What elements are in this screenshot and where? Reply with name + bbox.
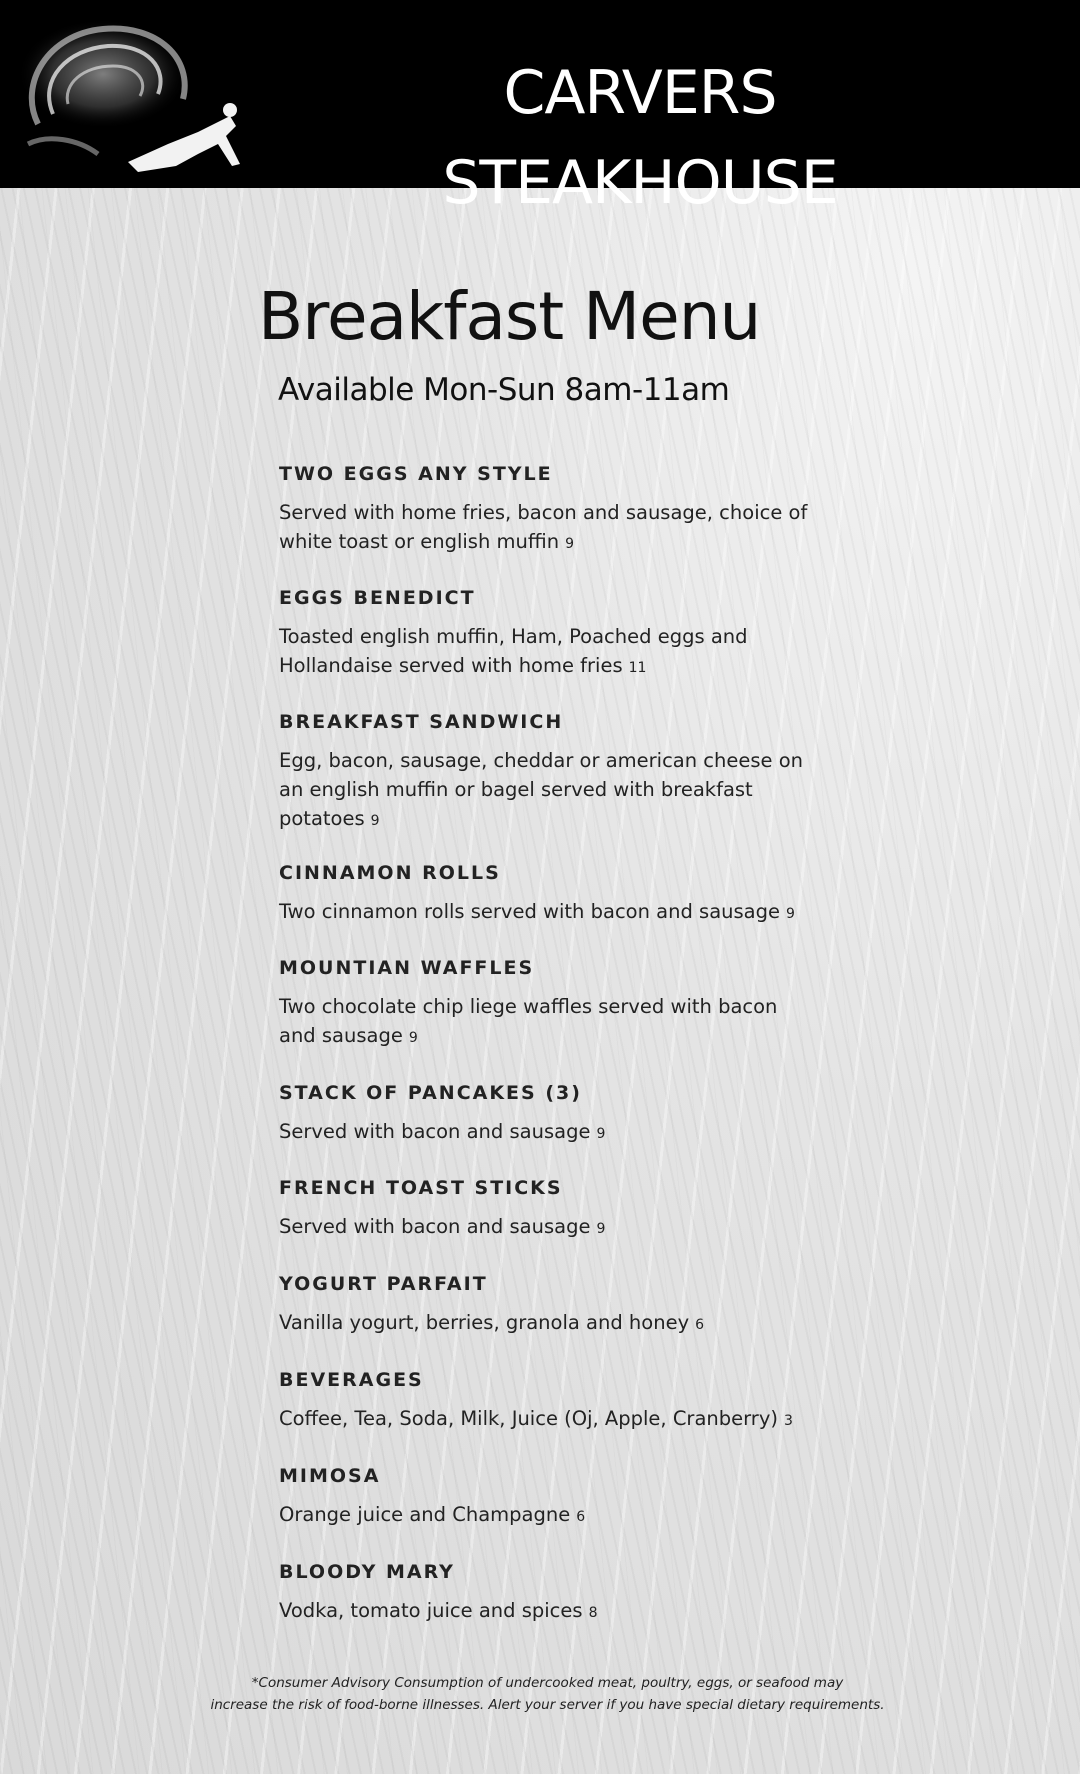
disclaimer-line: increase the risk of food-borne illnesses. Alert your server if you have special dietary requirements. xyxy=(210,1697,885,1713)
description-text: Orange juice and Champagne xyxy=(279,1503,571,1526)
menu-item xyxy=(279,1556,819,1652)
menu-item xyxy=(279,952,819,1077)
menu-item-name: STACK OF PANCAKES (3) xyxy=(279,1082,582,1104)
menu-item-price: 9 xyxy=(596,1221,606,1237)
menu-item-name: CINNAMON ROLLS xyxy=(279,862,501,884)
menu-item xyxy=(279,458,819,582)
menu-item-description xyxy=(279,992,819,1053)
description-text: Egg, bacon, sausage, cheddar or american cheese on an english muffin or bagel served with breakfast potatoes xyxy=(279,749,804,830)
description-text: Served with bacon and sausage xyxy=(279,1215,591,1238)
menu-item-description xyxy=(279,746,819,836)
menu-item xyxy=(279,1364,819,1460)
menu-item-price: 3 xyxy=(783,1413,793,1429)
consumer-advisory xyxy=(180,1672,915,1716)
menu-item-price: 9 xyxy=(596,1126,606,1142)
menu-item-name: MOUNTIAN WAFFLES xyxy=(279,957,535,979)
disclaimer-line: *Consumer Advisory Consumption of undercooked meat, poultry, eggs, or seafood may xyxy=(251,1675,844,1691)
menu-item xyxy=(279,857,819,952)
header-banner xyxy=(0,0,1080,218)
menu-item-description xyxy=(279,1500,819,1532)
menu-item-description xyxy=(279,897,819,929)
menu-item-price: 8 xyxy=(588,1605,598,1621)
restaurant-name: CARVERS STEAKHOUSE xyxy=(442,58,838,218)
menu-item-price: 9 xyxy=(565,536,575,552)
menu-item-price: 6 xyxy=(576,1509,586,1525)
menu-item-name: TWO EGGS ANY STYLE xyxy=(279,463,553,485)
menu-item xyxy=(279,1077,819,1172)
menu-item-price: 11 xyxy=(628,660,647,676)
menu-item-name: MIMOSA xyxy=(279,1465,381,1487)
description-text: Vanilla yogurt, berries, granola and honey xyxy=(279,1311,690,1334)
description-text: Two cinnamon rolls served with bacon and sausage xyxy=(279,900,780,923)
menu-item-description xyxy=(279,1596,819,1628)
menu-item xyxy=(279,1172,819,1268)
menu-item-price: 6 xyxy=(695,1317,705,1333)
menu-item-name: BEVERAGES xyxy=(279,1369,424,1391)
menu-item-name: EGGS BENEDICT xyxy=(279,587,476,609)
availability-hours: Available Mon-Sun 8am-11am xyxy=(278,372,730,408)
menu-item xyxy=(279,1268,819,1364)
menu-item-name: BLOODY MARY xyxy=(279,1561,455,1583)
menu-items-list xyxy=(279,458,819,1652)
description-text: Coffee, Tea, Soda, Milk, Juice (Oj, Apple, Cranberry) xyxy=(279,1407,778,1430)
menu-item-name: YOGURT PARFAIT xyxy=(279,1273,488,1295)
menu-item xyxy=(279,582,819,706)
smoke-figure-logo-icon xyxy=(8,4,258,186)
description-text: Toasted english muffin, Ham, Poached eggs and Hollandaise served with home fries xyxy=(279,625,748,677)
menu-item-name: FRENCH TOAST STICKS xyxy=(279,1177,563,1199)
menu-item-description xyxy=(279,1404,819,1436)
menu-item-description xyxy=(279,1117,819,1149)
menu-item-description xyxy=(279,1212,819,1244)
page-title: Breakfast Menu xyxy=(258,278,761,355)
menu-item xyxy=(279,1460,819,1556)
menu-item xyxy=(279,706,819,857)
menu-item-price: 9 xyxy=(408,1030,418,1046)
menu-item-description xyxy=(279,1308,819,1340)
description-text: Served with bacon and sausage xyxy=(279,1120,591,1143)
menu-item-price: 9 xyxy=(786,906,795,922)
description-text: Two chocolate chip liege waffles served with bacon and sausage xyxy=(279,995,778,1047)
description-text: Served with home fries, bacon and sausage, choice of white toast or english muffin xyxy=(279,501,808,553)
menu-item-name: BREAKFAST SANDWICH xyxy=(279,711,564,733)
description-text: Vodka, tomato juice and spices xyxy=(279,1599,583,1622)
menu-item-price: 9 xyxy=(370,813,380,829)
menu-item-description xyxy=(279,622,819,683)
menu-item-description xyxy=(279,498,819,559)
